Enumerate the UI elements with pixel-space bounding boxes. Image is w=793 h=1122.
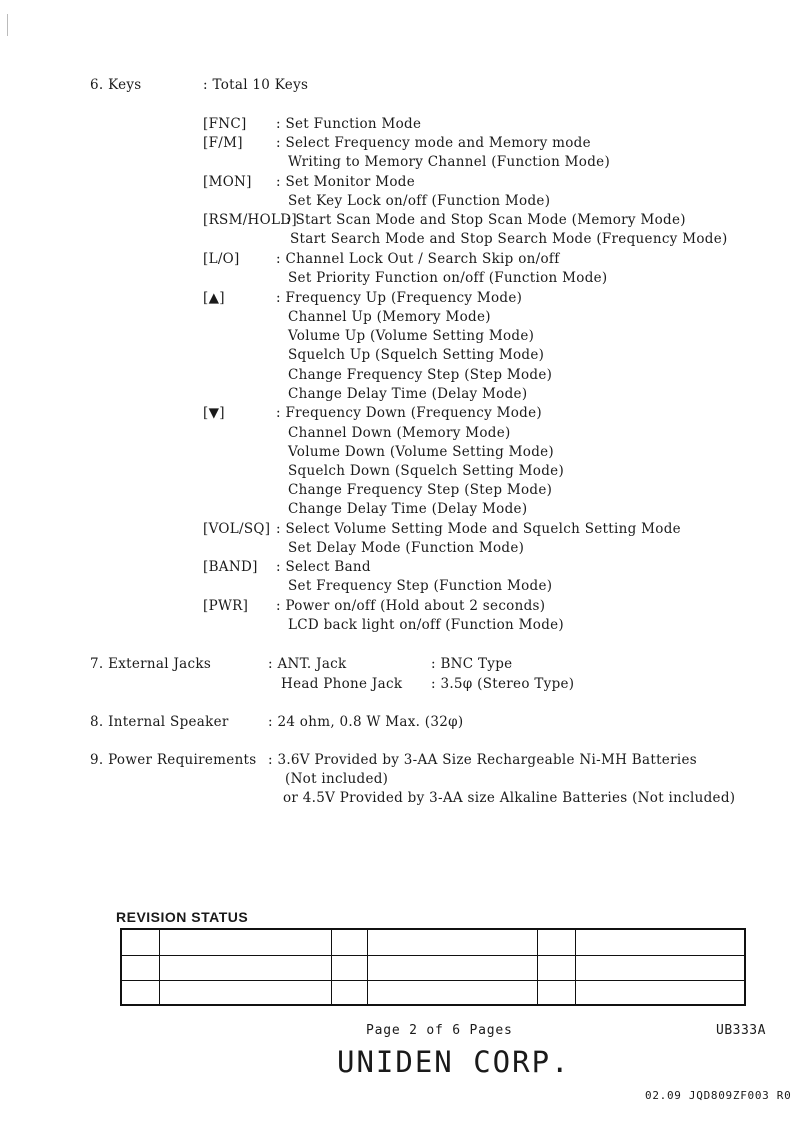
jacks-heading: 7. External Jacks <box>90 656 212 672</box>
key-desc-fm-2: Writing to Memory Channel (Function Mode) <box>288 154 611 170</box>
revision-table-col-divider <box>537 930 538 1004</box>
key-label-pwr: [PWR] <box>203 598 249 614</box>
page-number: Page 2 of 6 Pages <box>366 1023 513 1038</box>
key-desc-lo-2: Set Priority Function on/off (Function Mode) <box>288 270 608 286</box>
key-label-up: [▲] <box>203 290 225 306</box>
key-label-fm: [F/M] <box>203 135 243 151</box>
key-desc-fnc: : Set Function Mode <box>276 116 422 132</box>
key-desc-down-2: Channel Down (Memory Mode) <box>288 425 511 441</box>
key-desc-up-3: Volume Up (Volume Setting Mode) <box>288 328 535 344</box>
key-label-fnc: [FNC] <box>203 116 247 132</box>
key-label-down: [▼] <box>203 405 225 421</box>
key-desc-up-4: Squelch Up (Squelch Setting Mode) <box>288 347 545 363</box>
key-desc-fm: : Select Frequency mode and Memory mode <box>276 135 591 151</box>
key-label-volsq: [VOL/SQ] <box>203 521 271 537</box>
revision-status-table <box>120 928 746 1006</box>
key-desc-down-3: Volume Down (Volume Setting Mode) <box>288 444 555 460</box>
power-line-1: : 3.6V Provided by 3-AA Size Rechargeable Ni-MH Batteries <box>268 752 697 768</box>
key-desc-down-6: Change Delay Time (Delay Mode) <box>288 501 528 517</box>
key-desc-up-5: Change Frequency Step (Step Mode) <box>288 367 553 383</box>
key-label-band: [BAND] <box>203 559 258 575</box>
key-label-mon: [MON] <box>203 174 252 190</box>
keys-heading: 6. Keys <box>90 77 142 93</box>
key-desc-volsq-2: Set Delay Mode (Function Mode) <box>288 540 525 556</box>
key-desc-volsq: : Select Volume Setting Mode and Squelch Setting Mode <box>276 521 681 537</box>
key-desc-pwr: : Power on/off (Hold about 2 seconds) <box>276 598 546 614</box>
revision-table-col-divider <box>575 930 576 1004</box>
jack-headphone-name: Head Phone Jack <box>281 676 403 692</box>
key-desc-up-2: Channel Up (Memory Mode) <box>288 309 491 325</box>
document-number: 02.09 JQD809ZF003 R0 <box>645 1089 792 1102</box>
revision-table-col-divider <box>367 930 368 1004</box>
key-desc-rsm: : Start Scan Mode and Stop Scan Mode (Memory Mode) <box>286 212 686 228</box>
key-desc-up: : Frequency Up (Frequency Mode) <box>276 290 523 306</box>
keys-summary: : Total 10 Keys <box>203 77 309 93</box>
key-desc-band-2: Set Frequency Step (Function Mode) <box>288 578 553 594</box>
key-desc-down-4: Squelch Down (Squelch Setting Mode) <box>288 463 565 479</box>
key-desc-down: : Frequency Down (Frequency Mode) <box>276 405 542 421</box>
key-label-lo: [L/O] <box>203 251 240 267</box>
revision-table-row-divider <box>122 955 744 956</box>
key-desc-mon-2: Set Key Lock on/off (Function Mode) <box>288 193 551 209</box>
revision-table-col-divider <box>159 930 160 1004</box>
jack-headphone-value: : 3.5φ (Stereo Type) <box>431 676 575 692</box>
company-name: UNIDEN CORP. <box>337 1045 571 1079</box>
revision-table-row-divider <box>122 980 744 981</box>
key-desc-mon: : Set Monitor Mode <box>276 174 416 190</box>
jack-ant-value: : BNC Type <box>431 656 513 672</box>
key-label-rsm: [RSM/HOLD] <box>203 212 297 228</box>
model-number: UB333A <box>716 1023 766 1038</box>
revision-table-col-divider <box>331 930 332 1004</box>
key-desc-lo: : Channel Lock Out / Search Skip on/off <box>276 251 560 267</box>
speaker-value: : 24 ohm, 0.8 W Max. (32φ) <box>268 714 464 730</box>
key-desc-pwr-2: LCD back light on/off (Function Mode) <box>288 617 564 633</box>
power-heading: 9. Power Requirements <box>90 752 257 768</box>
power-line-2: (Not included) <box>285 771 389 787</box>
key-desc-down-5: Change Frequency Step (Step Mode) <box>288 482 553 498</box>
jack-ant-name: : ANT. Jack <box>268 656 347 672</box>
scan-edge-mark <box>7 14 8 36</box>
power-line-3: or 4.5V Provided by 3-AA size Alkaline Batteries (Not included) <box>283 790 736 806</box>
revision-status-title: REVISION STATUS <box>116 909 249 925</box>
key-desc-up-6: Change Delay Time (Delay Mode) <box>288 386 528 402</box>
speaker-heading: 8. Internal Speaker <box>90 714 229 730</box>
key-desc-band: : Select Band <box>276 559 371 575</box>
key-desc-rsm-2: Start Search Mode and Stop Search Mode (Frequency Mode) <box>290 231 728 247</box>
